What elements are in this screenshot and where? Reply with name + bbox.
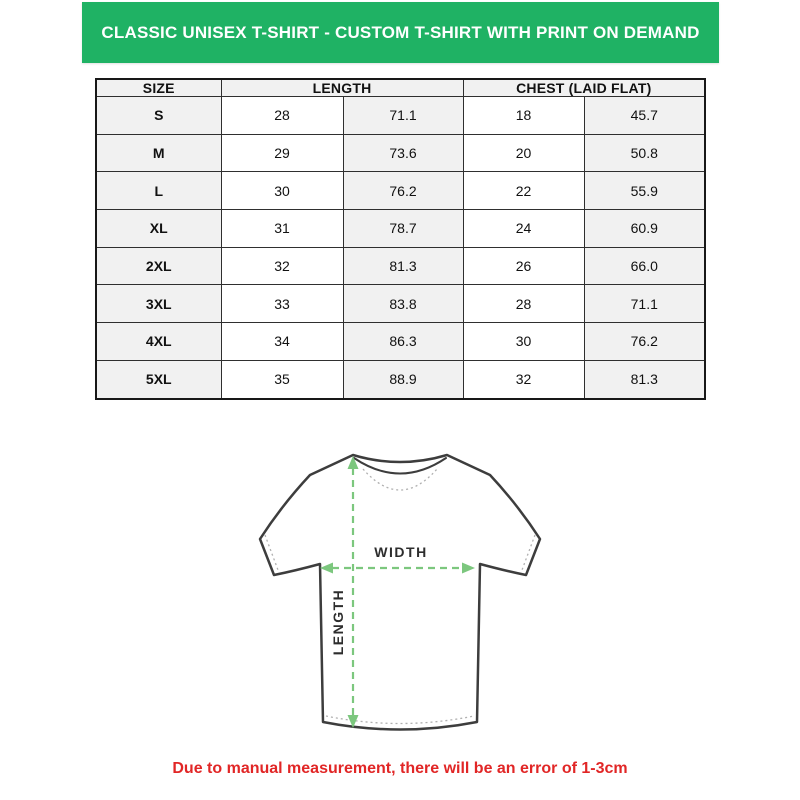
page-title: CLASSIC UNISEX T-SHIRT - CUSTOM T-SHIRT WITH PRINT ON DEMAND — [101, 22, 700, 42]
cell-length-cm: 86.3 — [343, 323, 463, 361]
header-length: LENGTH — [221, 79, 463, 97]
cell-chest-cm: 71.1 — [584, 285, 705, 323]
cell-chest-in: 26 — [463, 247, 584, 285]
cell-size: 5XL — [96, 360, 221, 399]
header-size: SIZE — [96, 79, 221, 97]
table-header-row — [96, 79, 705, 97]
table-row — [96, 323, 705, 361]
table-row — [96, 247, 705, 285]
cell-size: 3XL — [96, 285, 221, 323]
cell-chest-cm: 81.3 — [584, 360, 705, 399]
cell-length-cm: 81.3 — [343, 247, 463, 285]
cell-size: 2XL — [96, 247, 221, 285]
cell-length-in: 31 — [221, 210, 343, 248]
cell-length-in: 29 — [221, 134, 343, 172]
title-banner — [82, 2, 719, 63]
table-row — [96, 210, 705, 248]
measurement-disclaimer: Due to manual measurement, there will be an error of 1-3cm — [172, 760, 628, 777]
cell-size: S — [96, 97, 221, 135]
tshirt-measurement-diagram — [230, 425, 570, 765]
table-row — [96, 134, 705, 172]
cell-chest-cm: 60.9 — [584, 210, 705, 248]
cell-chest-in: 32 — [463, 360, 584, 399]
cell-length-cm: 83.8 — [343, 285, 463, 323]
cell-length-in: 35 — [221, 360, 343, 399]
cell-chest-cm: 55.9 — [584, 172, 705, 210]
cell-chest-in: 20 — [463, 134, 584, 172]
cell-length-cm: 73.6 — [343, 134, 463, 172]
cell-chest-in: 30 — [463, 323, 584, 361]
table-row — [96, 285, 705, 323]
cell-length-in: 30 — [221, 172, 343, 210]
cell-chest-cm: 50.8 — [584, 134, 705, 172]
cell-chest-in: 24 — [463, 210, 584, 248]
table-row — [96, 172, 705, 210]
size-table — [95, 78, 706, 400]
cell-size: M — [96, 134, 221, 172]
cell-length-in: 33 — [221, 285, 343, 323]
cell-length-in: 34 — [221, 323, 343, 361]
cell-chest-in: 28 — [463, 285, 584, 323]
cell-length-in: 32 — [221, 247, 343, 285]
header-chest: CHEST (LAID FLAT) — [463, 79, 705, 97]
cell-chest-cm: 76.2 — [584, 323, 705, 361]
cell-length-cm: 88.9 — [343, 360, 463, 399]
cell-chest-in: 22 — [463, 172, 584, 210]
cell-chest-cm: 45.7 — [584, 97, 705, 135]
cell-size: 4XL — [96, 323, 221, 361]
cell-length-in: 28 — [221, 97, 343, 135]
cell-length-cm: 76.2 — [343, 172, 463, 210]
tshirt-outline — [260, 455, 540, 730]
table-row — [96, 360, 705, 399]
cell-chest-cm: 66.0 — [584, 247, 705, 285]
cell-length-cm: 78.7 — [343, 210, 463, 248]
width-label: WIDTH — [374, 544, 428, 560]
cell-size: XL — [96, 210, 221, 248]
cell-chest-in: 18 — [463, 97, 584, 135]
cell-length-cm: 71.1 — [343, 97, 463, 135]
length-label: LENGTH — [330, 588, 346, 656]
cell-size: L — [96, 172, 221, 210]
table-row — [96, 97, 705, 135]
